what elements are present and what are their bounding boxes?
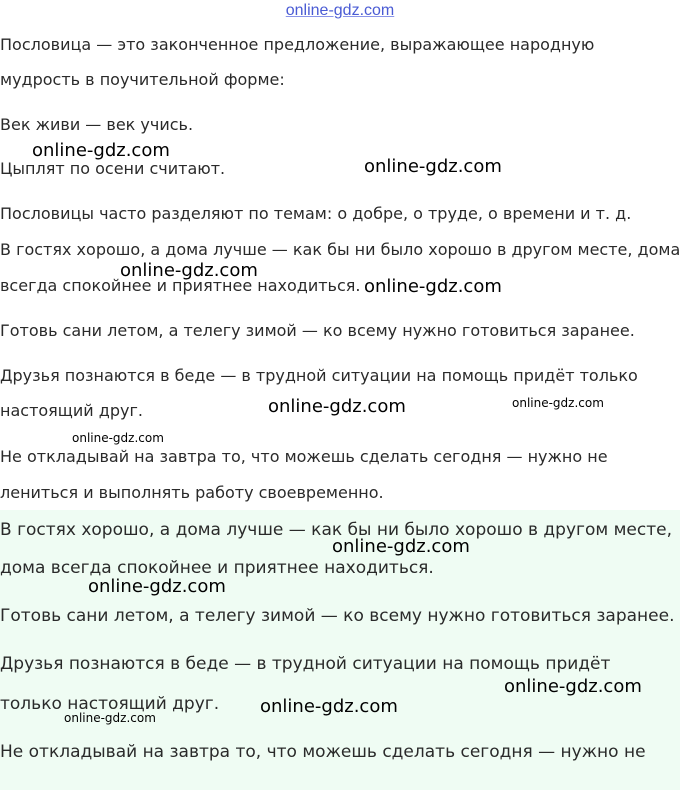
text-line: Век живи — век учись.: [0, 115, 194, 134]
watermark: online-gdz.com: [260, 696, 398, 717]
highlight-line: В гостях хорошо, а дома лучше — как бы ни было хорошо в другом месте,: [0, 520, 672, 540]
watermark: online-gdz.com: [512, 396, 604, 410]
text-line: всегда спокойнее и приятнее находиться.: [0, 276, 361, 295]
watermark: online-gdz.com: [88, 576, 226, 597]
text-line: В гостях хорошо, а дома лучше — как бы ни было хорошо в другом месте, дома: [0, 240, 680, 259]
highlight-line: Готовь сани летом, а телегу зимой — ко всему нужно готовиться заранее.: [0, 606, 675, 626]
text-line: лениться и выполнять работу своевременно.: [0, 483, 384, 502]
text-line: Готовь сани летом, а телегу зимой — ко всему нужно готовиться заранее.: [0, 321, 635, 340]
highlight-line: Не откладывай на завтра то, что можешь сделать сегодня — нужно не: [0, 742, 646, 762]
text-line: Цыплят по осени считают.: [0, 159, 226, 178]
watermark: online-gdz.com: [364, 276, 502, 297]
highlight-line: только настоящий друг.: [0, 694, 220, 714]
highlight-line: дома всегда спокойнее и приятнее находиться.: [0, 558, 434, 578]
watermark: online-gdz.com: [64, 711, 156, 725]
watermark: online-gdz.com: [364, 156, 502, 177]
watermark: online-gdz.com: [72, 431, 164, 445]
text-line: Пословица — это законченное предложение, выражающее народную: [0, 35, 595, 54]
watermark: online-gdz.com: [32, 140, 170, 161]
highlight-line: Друзья познаются в беде — в трудной ситуации на помощь придёт: [0, 654, 611, 674]
text-line: Пословицы часто разделяют по темам: о добре, о труде, о времени и т. д.: [0, 204, 632, 223]
text-line: мудрость в поучительной форме:: [0, 70, 285, 89]
watermark: online-gdz.com: [268, 396, 406, 417]
watermark: online-gdz.com: [332, 536, 470, 557]
site-header-link[interactable]: online-gdz.com: [285, 2, 395, 19]
text-line: Друзья познаются в беде — в трудной ситуации на помощь придёт только: [0, 366, 638, 385]
text-line: настоящий друг.: [0, 401, 143, 420]
watermark: online-gdz.com: [504, 676, 642, 697]
watermark: online-gdz.com: [120, 260, 258, 281]
text-line: Не откладывай на завтра то, что можешь сделать сегодня — нужно не: [0, 447, 608, 466]
